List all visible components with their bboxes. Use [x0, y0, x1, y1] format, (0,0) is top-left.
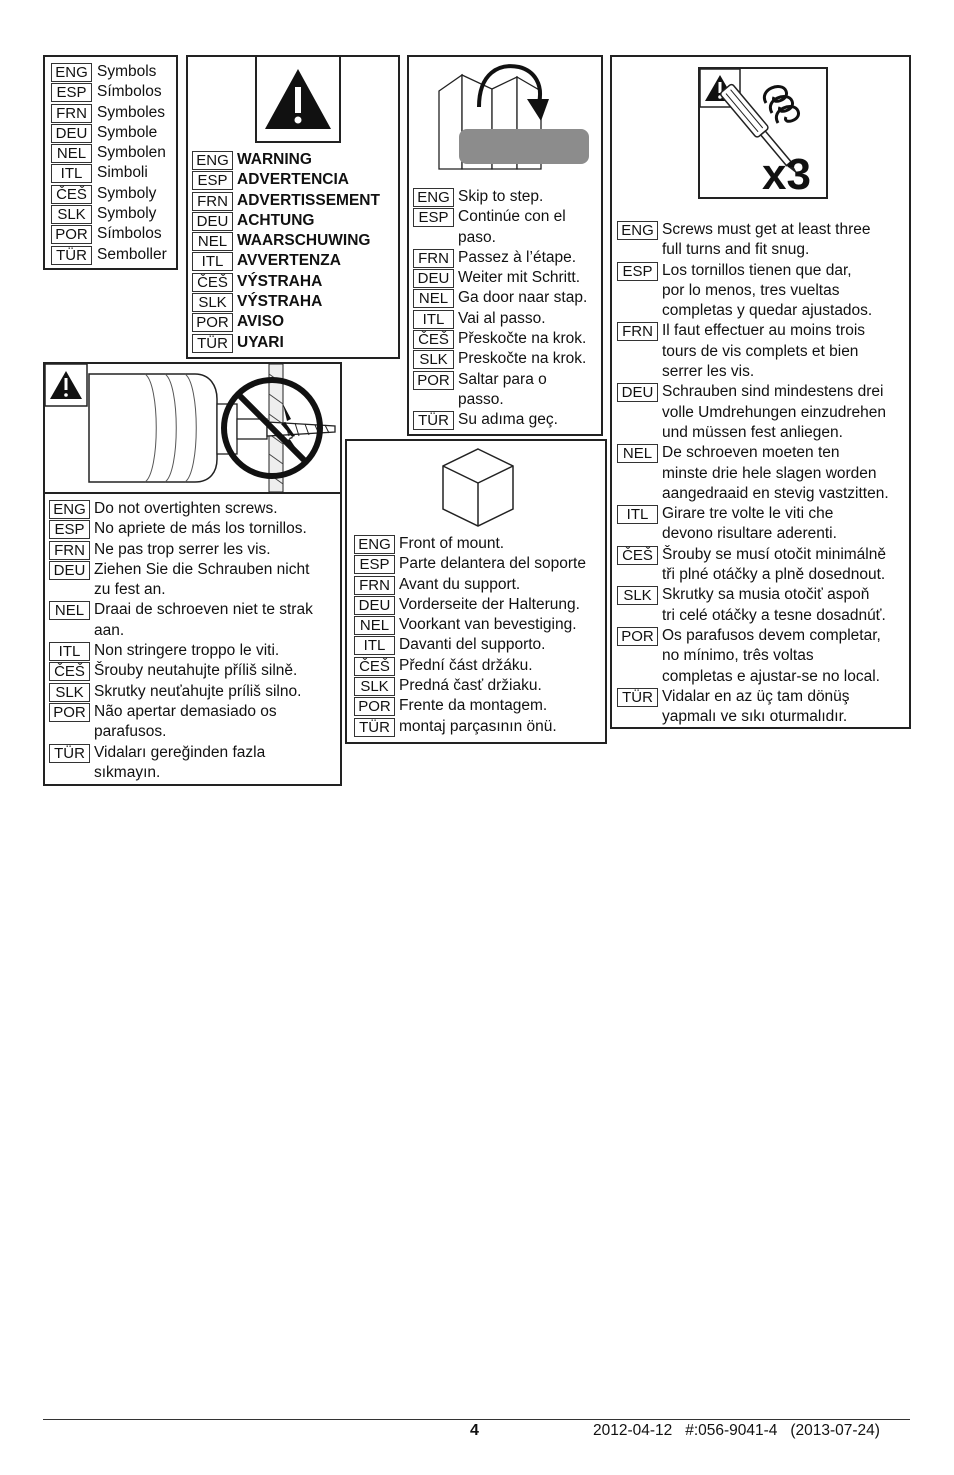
overtighten-row-češ: [49, 661, 313, 681]
overtighten-illustration: [45, 364, 340, 494]
entry-text-line: aangedraaid en stevig vastzitten.: [662, 484, 889, 502]
language-code-tag: ČEŠ: [354, 657, 395, 676]
skip-box: [407, 55, 603, 436]
entry-text: ADVERTENCIA: [237, 171, 349, 189]
screws-list: [617, 220, 889, 727]
warning-row-frn: [192, 191, 380, 211]
front-row-itl: [354, 635, 586, 655]
symbols-row-nel: [51, 143, 167, 163]
front-row-deu: [354, 595, 586, 615]
entry-text-line: Front of mount.: [399, 535, 505, 552]
front-row-slk: [354, 676, 586, 696]
symbols-row-itl: [51, 163, 167, 183]
skip-row-tür: [413, 410, 587, 430]
skip-list: [413, 187, 587, 431]
entry-text-line: Do not overtighten screws.: [94, 500, 278, 517]
symbols-row-tür: [51, 245, 167, 265]
skip-row-frn: [413, 248, 587, 268]
entry-text-line: Voorkant van bevestiging.: [399, 616, 577, 634]
entry-text-line: Ga door naar stap.: [458, 289, 588, 307]
overtighten-list: [49, 499, 313, 783]
entry-text-line: Avant du support.: [399, 575, 521, 593]
language-code-tag: DEU: [413, 269, 454, 288]
warning-row-eng: [192, 150, 380, 170]
entry-text-line: serrer les vis.: [662, 363, 755, 381]
language-code-tag: ENG: [51, 63, 92, 82]
entry-text: Symboly: [97, 184, 157, 202]
entry-text: VÝSTRAHA: [237, 293, 323, 311]
overtighten-row-nel: [49, 600, 313, 641]
overtighten-row-frn: [49, 540, 313, 560]
language-code-tag: POR: [192, 313, 233, 332]
screws-row-esp: [617, 261, 889, 322]
symbols-row-esp: [51, 82, 167, 102]
entry-text: Symbole: [97, 123, 158, 141]
entry-text-line: Skrutky sa musia otočiť aspoň: [662, 586, 870, 604]
language-code-tag: POR: [49, 703, 90, 722]
entry-text-line: zu fest an.: [94, 581, 166, 599]
screws-row-tür: [617, 687, 889, 728]
entry-text-line: Non stringere troppo le viti.: [94, 642, 280, 660]
warning-row-por: [192, 312, 380, 332]
entry-text-line: Girare tre volte le viti che: [662, 505, 834, 523]
entry-text-line: Frente da montagem.: [399, 697, 548, 715]
entry-text-line: Ziehen Sie die Schrauben nicht: [94, 560, 310, 578]
language-code-tag: ENG: [413, 188, 454, 207]
entry-text-line: volle Umdrehungen einzudrehen: [662, 403, 887, 421]
screws-row-nel: [617, 443, 889, 504]
language-code-tag: SLK: [413, 350, 454, 369]
language-code-tag: TÜR: [413, 411, 454, 430]
language-code-tag: DEU: [192, 212, 233, 231]
symbols-row-por: [51, 224, 167, 244]
language-code-tag: TÜR: [617, 688, 658, 707]
warning-row-tür: [192, 333, 380, 353]
entry-text: VÝSTRAHA: [237, 272, 323, 290]
turns-badge: x3: [762, 150, 811, 197]
skip-row-eng: [413, 187, 587, 207]
screwdriver-turns-icon: [700, 69, 826, 197]
entry-text-line: passo.: [458, 390, 504, 408]
entry-text-line: montaj parçasının önü.: [399, 717, 557, 735]
warning-row-deu: [192, 211, 380, 231]
language-code-tag: NEL: [617, 444, 658, 463]
language-code-tag: NEL: [49, 601, 90, 620]
screws-box: [610, 55, 911, 729]
front-row-esp: [354, 554, 586, 574]
screws-row-eng: [617, 220, 889, 261]
language-code-tag: DEU: [617, 383, 658, 402]
skip-row-deu: [413, 268, 587, 288]
entry-text: Símbolos: [97, 83, 162, 101]
entry-text-line: Weiter mit Schritt.: [458, 269, 581, 287]
entry-text-line: Skip to step.: [458, 188, 544, 205]
front-row-por: [354, 696, 586, 716]
language-code-tag: TÜR: [354, 718, 395, 737]
language-code-tag: FRN: [413, 249, 454, 268]
screws-row-por: [617, 626, 889, 687]
language-code-tag: ČEŠ: [49, 662, 90, 681]
entry-text-line: Los tornillos tienen que dar,: [662, 261, 852, 279]
language-code-tag: ITL: [354, 636, 395, 655]
language-code-tag: POR: [413, 371, 454, 390]
entry-text-line: no mínimo, três voltas: [662, 647, 814, 665]
entry-text-line: Su adıma geç.: [458, 411, 558, 429]
symbols-list: [51, 62, 167, 265]
entry-text: Symbols: [97, 63, 157, 80]
skip-row-slk: [413, 349, 587, 369]
entry-text-line: Přední část držáku.: [399, 656, 533, 674]
language-code-tag: FRN: [617, 322, 658, 341]
screws-row-slk: [617, 585, 889, 626]
entry-text: Simboli: [97, 164, 148, 182]
document-code: 2012-04-12 #:056-9041-4 (2013-07-24): [593, 1422, 880, 1439]
language-code-tag: SLK: [51, 205, 92, 224]
entry-text-line: Šrouby neutahujte příliš silně.: [94, 662, 298, 680]
entry-text-line: Il faut effectuer au moins trois: [662, 322, 866, 340]
skip-row-itl: [413, 309, 587, 329]
language-code-tag: DEU: [354, 596, 395, 615]
language-code-tag: ESP: [192, 171, 233, 190]
entry-text: Symboles: [97, 103, 166, 121]
language-code-tag: ITL: [49, 642, 90, 661]
footer-divider: [43, 1419, 910, 1420]
language-code-tag: NEL: [51, 144, 92, 163]
page-number: 4: [470, 1422, 479, 1439]
entry-text-line: Schrauben sind mindestens drei: [662, 383, 884, 401]
entry-text: Semboller: [97, 245, 167, 263]
entry-text-line: Parte delantera del soporte: [399, 555, 586, 573]
warning-symbol-frame: [255, 57, 341, 143]
overtighten-row-slk: [49, 682, 313, 702]
entry-text-line: Saltar para o: [458, 370, 547, 388]
language-code-tag: ENG: [49, 500, 90, 519]
language-code-tag: ENG: [192, 151, 233, 170]
symbols-row-eng: [51, 62, 167, 82]
screws-row-deu: [617, 382, 889, 443]
entry-text-line: devono risultare aderenti.: [662, 525, 837, 543]
language-code-tag: ČEŠ: [617, 546, 658, 565]
language-code-tag: SLK: [49, 683, 90, 702]
entry-text: ADVERTISSEMENT: [237, 191, 380, 209]
entry-text: UYARI: [237, 333, 284, 351]
entry-text-line: Ne pas trop serrer les vis.: [94, 540, 271, 558]
overtighten-row-por: [49, 702, 313, 743]
skip-row-nel: [413, 288, 587, 308]
entry-text-line: yapmalı ve sıkı oturmalıdır.: [662, 708, 848, 726]
language-code-tag: FRN: [51, 104, 92, 123]
language-code-tag: ESP: [413, 208, 454, 227]
entry-text-line: Šrouby se musí otočit minimálně: [662, 545, 886, 563]
language-code-tag: DEU: [51, 124, 92, 143]
warning-triangle-icon: [257, 57, 339, 139]
overtighten-row-tür: [49, 743, 313, 784]
entry-text: AVISO: [237, 313, 285, 331]
entry-text: AVVERTENZA: [237, 252, 341, 270]
entry-text-line: full turns and fit snug.: [662, 241, 810, 259]
entry-text: WAARSCHUWING: [237, 232, 371, 250]
front-list: [354, 534, 586, 737]
language-code-tag: FRN: [192, 192, 233, 211]
entry-text: WARNING: [237, 151, 312, 168]
language-code-tag: NEL: [413, 289, 454, 308]
language-code-tag: TÜR: [192, 334, 233, 353]
language-code-tag: TÜR: [49, 744, 90, 763]
language-code-tag: NEL: [192, 232, 233, 251]
entry-text-line: paso.: [458, 228, 496, 246]
language-code-tag: ČEŠ: [51, 185, 92, 204]
entry-text-line: und müssen fest anliegen.: [662, 423, 843, 441]
screws-row-češ: [617, 545, 889, 586]
warning-list: [192, 150, 380, 353]
entry-text-line: Vidaları gereğinden fazla: [94, 743, 266, 761]
entry-text: Symboly: [97, 205, 157, 223]
front-row-nel: [354, 615, 586, 635]
language-code-tag: ITL: [617, 505, 658, 524]
entry-text-line: tři plné otáčky a plně dosednout.: [662, 566, 886, 584]
cube-icon: [438, 444, 518, 534]
entry-text-line: Screws must get at least three: [662, 221, 871, 238]
entry-text-line: Skrutky neuťahujte príliš silno.: [94, 682, 302, 700]
language-code-tag: ITL: [51, 164, 92, 183]
language-code-tag: POR: [617, 627, 658, 646]
entry-text-line: tri celé otáčky a tesne dosadnúť.: [662, 606, 886, 624]
language-code-tag: NEL: [354, 616, 395, 635]
front-box: [345, 439, 607, 744]
language-code-tag: ČEŠ: [413, 330, 454, 349]
warning-row-češ: [192, 272, 380, 292]
entry-text-line: Vai al passo.: [458, 309, 546, 327]
entry-text-line: parafusos.: [94, 723, 167, 741]
entry-text-line: Não apertar demasiado os: [94, 702, 277, 720]
symbols-row-frn: [51, 103, 167, 123]
entry-text-line: por lo menos, tres vueltas: [662, 281, 840, 299]
entry-text-line: Continúe con el: [458, 208, 566, 226]
language-code-tag: ESP: [49, 520, 90, 539]
entry-text-line: Přeskočte na krok.: [458, 330, 587, 348]
symbols-row-slk: [51, 204, 167, 224]
warning-row-itl: [192, 251, 380, 271]
symbols-row-deu: [51, 123, 167, 143]
language-code-tag: ITL: [413, 310, 454, 329]
language-code-tag: TÜR: [51, 246, 92, 265]
entry-text-line: completas y quedar ajustados.: [662, 302, 873, 320]
overtighten-row-itl: [49, 641, 313, 661]
entry-text-line: Draai de schroeven niet te strak: [94, 601, 313, 619]
front-row-tür: [354, 717, 586, 737]
entry-text-line: Passez à l’étape.: [458, 248, 577, 266]
language-code-tag: ČEŠ: [192, 273, 233, 292]
overtighten-row-deu: [49, 560, 313, 601]
language-code-tag: ESP: [617, 262, 658, 281]
entry-text-line: sıkmayın.: [94, 763, 161, 781]
language-code-tag: ENG: [617, 221, 658, 240]
skip-row-esp: [413, 207, 587, 248]
screws-row-itl: [617, 504, 889, 545]
entry-text-line: Os parafusos devem completar,: [662, 626, 881, 644]
overtighten-box: [43, 362, 342, 786]
entry-text-line: aan.: [94, 621, 125, 639]
skip-row-češ: [413, 329, 587, 349]
language-code-tag: POR: [51, 225, 92, 244]
language-code-tag: SLK: [617, 586, 658, 605]
language-code-tag: ESP: [51, 83, 92, 102]
screws-row-frn: [617, 321, 889, 382]
warning-row-esp: [192, 170, 380, 190]
front-row-frn: [354, 575, 586, 595]
entry-text-line: Davanti del supporto.: [399, 636, 546, 654]
front-row-češ: [354, 656, 586, 676]
symbols-row-češ: [51, 184, 167, 204]
warning-row-slk: [192, 292, 380, 312]
language-code-tag: SLK: [354, 677, 395, 696]
screw-illustration-frame: [698, 67, 828, 199]
entry-text: ACHTUNG: [237, 211, 315, 229]
entry-text-line: minste drie hele slagen worden: [662, 464, 877, 482]
drill-prohibited-icon: [45, 364, 340, 492]
language-code-tag: ENG: [354, 535, 395, 554]
symbols-box: [43, 55, 178, 270]
entry-text-line: Vorderseite der Halterung.: [399, 595, 580, 613]
front-row-eng: [354, 534, 586, 554]
language-code-tag: SLK: [192, 293, 233, 312]
language-code-tag: POR: [354, 697, 395, 716]
language-code-tag: DEU: [49, 561, 90, 580]
language-code-tag: FRN: [354, 576, 395, 595]
overtighten-row-esp: [49, 519, 313, 539]
entry-text-line: Preskočte na krok.: [458, 350, 587, 368]
entry-text: Symbolen: [97, 144, 166, 162]
entry-text-line: De schroeven moeten ten: [662, 444, 840, 462]
language-code-tag: ITL: [192, 252, 233, 271]
warning-row-nel: [192, 231, 380, 251]
page-turn-icon: [417, 59, 597, 184]
overtighten-row-eng: [49, 499, 313, 519]
language-code-tag: FRN: [49, 541, 90, 560]
entry-text-line: Predná časť držiaku.: [399, 677, 542, 695]
skip-row-por: [413, 370, 587, 411]
entry-text-line: completas e ajustar-se no local.: [662, 667, 880, 685]
entry-text-line: No apriete de más los tornillos.: [94, 520, 307, 538]
language-code-tag: ESP: [354, 555, 395, 574]
entry-text: Símbolos: [97, 225, 162, 243]
warning-box: [186, 55, 400, 359]
entry-text-line: tours de vis complets et bien: [662, 342, 859, 360]
entry-text-line: Vidalar en az üç tam dönüş: [662, 687, 850, 705]
